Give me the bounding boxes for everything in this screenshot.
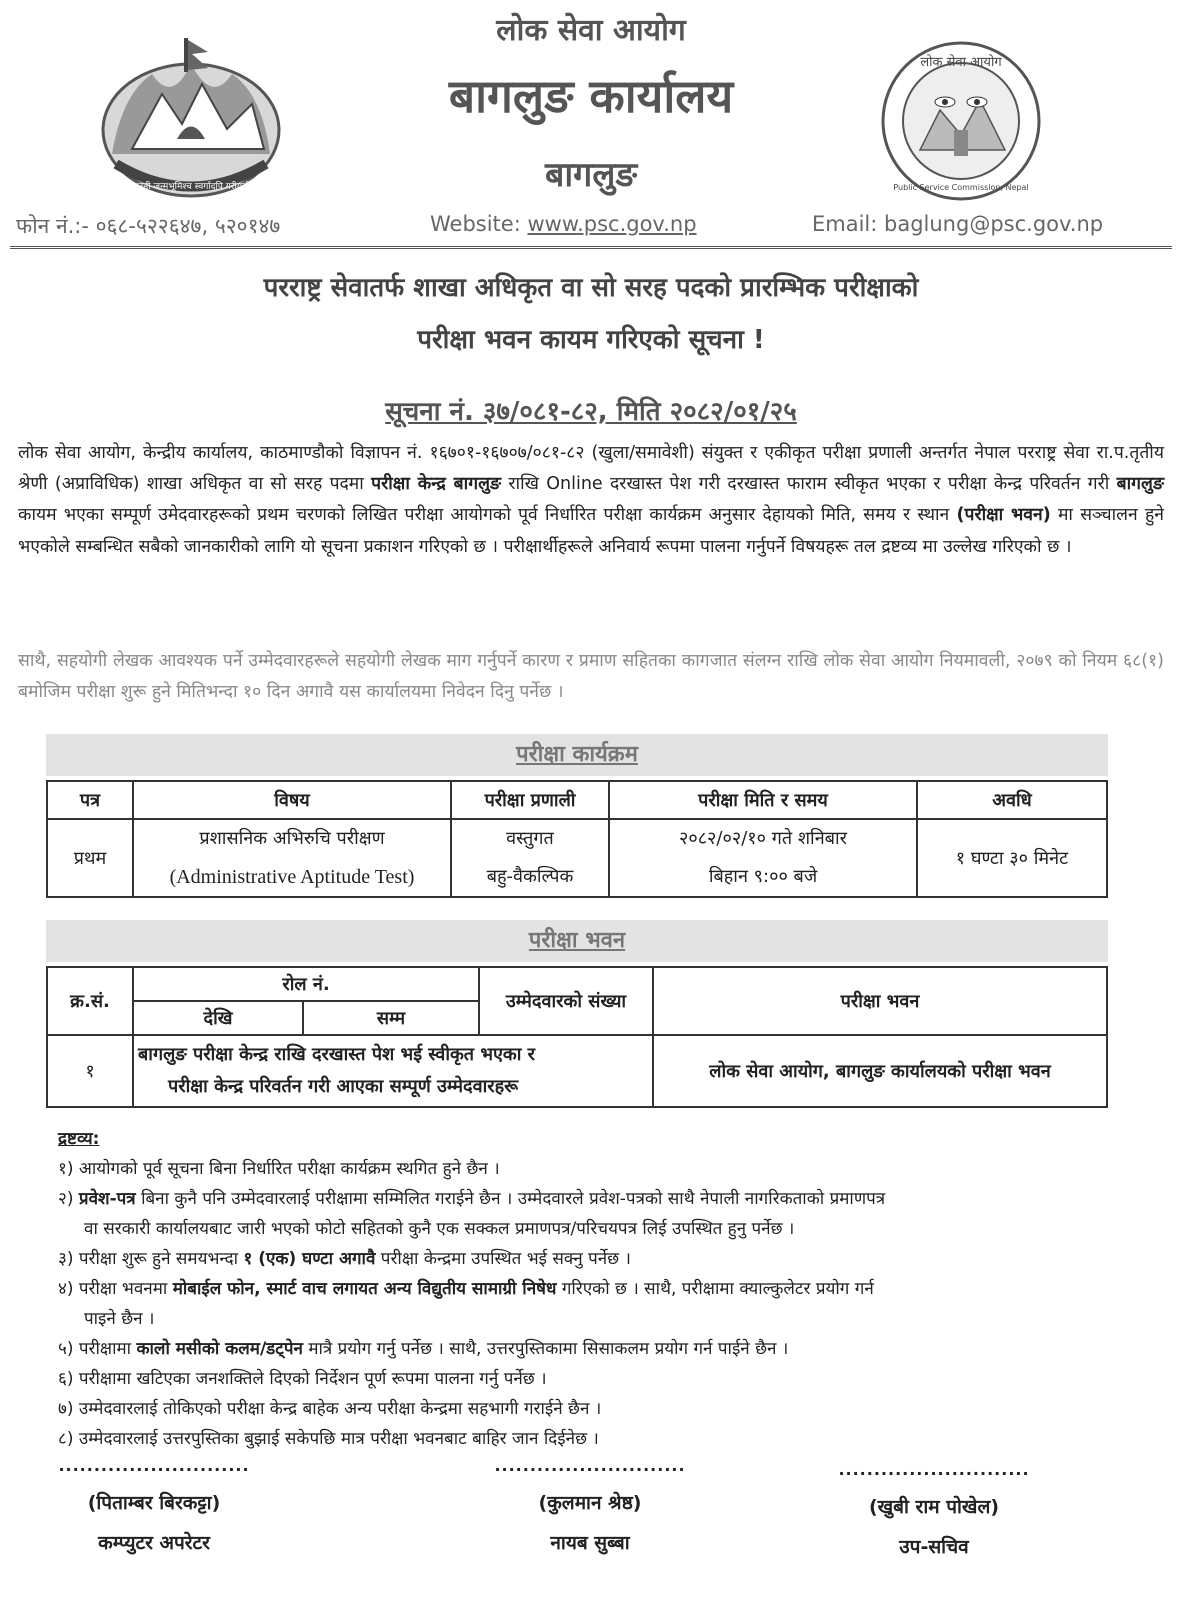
note-2-num: २) bbox=[58, 1189, 79, 1209]
intro-text-2: राखि Online दरखास्त पेश गरी दरखास्त फाराम स्वीकृत भएका र परीक्षा केन्द्र परिवर्तन गरी bbox=[501, 474, 1117, 495]
signature-1-name: (पिताम्बर बिरकट्टा) bbox=[87, 1492, 221, 1514]
intro-bold-building: (परीक्षा भवन) bbox=[956, 505, 1051, 526]
venue-candidates bbox=[133, 1035, 653, 1107]
col-roll-to: सम्म bbox=[303, 1001, 479, 1035]
signature-2-name: (कुलमान श्रेष्ठ) bbox=[538, 1492, 642, 1514]
candidates-line1: बागलुङ परीक्षा केन्द्र राखि दरखास्त पेश भई स्वीकृत भएका र bbox=[138, 1044, 536, 1065]
header-divider bbox=[10, 246, 1172, 249]
schedule-row bbox=[47, 819, 1107, 897]
col-roll-from: देखि bbox=[133, 1001, 303, 1035]
writer-paragraph: साथै, सहयोगी लेखक आवश्यक पर्ने उम्मेदवारहरूले सहयोगी लेखक माग गर्नुपर्ने कारण र प्रमाण सहितका कागजात संलग्न राखि लोक सेवा आयोग नियमावली, २०७९ को नियम ६८(१) बमोजिम परीक्षा शुरू हुने मितिभन्दा १० दिन अगावै यस कार्यालयमा निवेदन दिनु पर्नेछ । bbox=[18, 651, 1164, 703]
schedule-table bbox=[46, 780, 1108, 898]
signature-1 bbox=[4, 1456, 304, 1555]
note-2 bbox=[58, 1184, 1168, 1214]
email-line: Email: baglung@psc.gov.np bbox=[812, 212, 1104, 236]
schedule-header-row bbox=[47, 781, 1107, 819]
signature-3-title: उप-सचिव bbox=[899, 1536, 969, 1558]
system-line1: वस्तुगत bbox=[506, 828, 554, 849]
schedule-banner bbox=[46, 734, 1108, 776]
note-4-bold: मोबाईल फोन, स्मार्ट वाच लगायत अन्य विद्युतीय सामाग्री निषेध bbox=[172, 1279, 557, 1299]
venue-sn: १ bbox=[47, 1035, 133, 1107]
datetime-value bbox=[609, 819, 917, 897]
col-building: परीक्षा भवन bbox=[653, 967, 1107, 1035]
note-5-text: ५) परीक्षामा bbox=[58, 1339, 137, 1359]
signature-2-title: नायब सुब्बा bbox=[550, 1532, 630, 1554]
col-count: उम्मेदवारको संख्या bbox=[479, 967, 653, 1035]
system-line2: बहु-वैकल्पिक bbox=[486, 866, 574, 887]
seal-text-np: लोक सेवा आयोग bbox=[920, 55, 1002, 70]
signature-1-title: कम्प्युटर अपरेटर bbox=[98, 1532, 210, 1554]
seal-text-en: Public Service Commission, Nepal bbox=[893, 183, 1029, 192]
note-4 bbox=[58, 1274, 1168, 1304]
header-office: बागलुङ कार्यालय bbox=[448, 69, 734, 123]
notice-title-line2: परीक्षा भवन कायम गरिएको सूचना ! bbox=[417, 325, 765, 355]
signature-2 bbox=[440, 1456, 740, 1555]
note-7: ७) उम्मेदवारलाई तोकिएको परीक्षा केन्द्र बाहेक अन्य परीक्षा केन्द्रमा सहभागी गराईने छैन । bbox=[58, 1399, 602, 1419]
signature-1-line: ........................... bbox=[58, 1456, 250, 1475]
note-5-tail: मात्रै प्रयोग गर्नु पर्नेछ । साथै, उत्तरपुस्तिकामा सिसाकलम प्रयोग गर्न पाईने छैन । bbox=[302, 1339, 789, 1359]
note-1: १) आयोगको पूर्व सूचना बिना निर्धारित परीक्षा कार्यक्रम स्थगित हुने छैन । bbox=[58, 1159, 500, 1179]
notes-title: द्रष्टव्य: bbox=[58, 1129, 100, 1149]
subject-value bbox=[133, 819, 451, 897]
intro-text-3: कायम भएका सम्पूर्ण उमेदवारहरूको प्रथम चरणको लिखित परीक्षा आयोगको पूर्व निर्धारित परीक्षा कार्यक्रम अनुसार देहायको मिति, समय र स्थान bbox=[18, 505, 957, 526]
note-2-bold: प्रवेश-पत्र bbox=[78, 1189, 136, 1209]
duration-value: १ घण्टा ३० मिनेट bbox=[917, 819, 1107, 897]
intro-bold-center: परीक्षा केन्द्र बागलुङ bbox=[371, 474, 502, 495]
note-2-cont: वा सरकारी कार्यालयबाट जारी भएको फोटो सहितको कुनै एक सक्कल प्रमाणपत्र/परिचयपत्र लिई उपस्थित हुनु पर्नेछ । bbox=[84, 1219, 795, 1239]
col-duration: अवधि bbox=[917, 781, 1107, 819]
candidates-line2: परीक्षा केन्द्र परिवर्तन गरी आएका सम्पूर्ण उम्मेदवारहरू bbox=[168, 1076, 519, 1097]
note-4-cont: पाइने छैन । bbox=[84, 1309, 155, 1329]
venue-row bbox=[47, 1035, 1107, 1107]
subject-np: प्रशासनिक अभिरुचि परीक्षण bbox=[199, 828, 385, 849]
note-4-text: ४) परीक्षा भवनमा bbox=[58, 1279, 173, 1299]
col-roll: रोल नं. bbox=[133, 967, 479, 1001]
website-link[interactable]: www.psc.gov.np bbox=[527, 212, 697, 236]
emblem-motto: जननी जन्मभूमिश्च स्वर्गादपि गरीयसी bbox=[131, 182, 251, 192]
header-location: बागलुङ bbox=[544, 155, 638, 195]
notice-number: सूचना नं. ३७/०८१-८२, मिति २०८२/०१/२५ bbox=[385, 397, 797, 427]
notice-title-line1: परराष्ट्र सेवातर्फ शाखा अधिकृत वा सो सरह पदको प्रारम्भिक परीक्षाको bbox=[263, 273, 919, 303]
paper-value: प्रथम bbox=[47, 819, 133, 897]
note-3-tail: परीक्षा केन्द्रमा उपस्थित भई सक्नु पर्नेछ । bbox=[375, 1249, 631, 1269]
venue-building: लोक सेवा आयोग, बागलुङ कार्यालयको परीक्षा भवन bbox=[653, 1035, 1107, 1107]
note-5-bold: कालो मसीको कलम/डट्पेन bbox=[136, 1339, 303, 1359]
schedule-banner-title: परीक्षा कार्यक्रम bbox=[516, 742, 638, 767]
intro-paragraph bbox=[18, 438, 1164, 563]
note-2-text: बिना कुनै पनि उम्मेदवारलाई परीक्षामा सम्मिलित गराईने छैन । उम्मेदवारले प्रवेश-पत्रको साथै नेपाली नागरिकताको प्रमाणपत्र bbox=[135, 1189, 886, 1209]
col-paper: पत्र bbox=[47, 781, 133, 819]
col-subject: विषय bbox=[133, 781, 451, 819]
website-line bbox=[430, 212, 697, 236]
note-5 bbox=[58, 1334, 1168, 1364]
subject-en: (Administrative Aptitude Test) bbox=[169, 866, 415, 888]
exam-date: २०८२/०२/१० गते शनिबार bbox=[678, 828, 848, 849]
note-3-text: ३) परीक्षा शुरू हुने समयभन्दा bbox=[58, 1249, 244, 1269]
notes-section bbox=[58, 1124, 1168, 1454]
note-3-bold: १ (एक) घण्टा अगावै bbox=[243, 1249, 376, 1269]
venue-banner-title: परीक्षा भवन bbox=[528, 928, 626, 953]
intro-text-1: लोक सेवा आयोग, केन्द्रीय कार्यालय, काठमाण्डौको विज्ञापन नं. १६७०१-१६७०७/०८१-८२ (खुला/समावेशी) संयुक्त र एकीकृत परीक्षा प्रणाली अन्तर्गत नेपाल परराष्ट्र सेवा रा.प.तृतीय श्रेणी (अप्राविधिक) शाखा अधिकृत वा सो सरह पदमा bbox=[18, 443, 1164, 495]
signature-3-name: (खुबी राम पोखेल) bbox=[868, 1496, 1000, 1518]
phone-numbers: फोन नं.:- ०६८-५२२६४७, ५२०१४७ bbox=[16, 214, 281, 238]
note-8: ८) उम्मेदवारलाई उत्तरपुस्तिका बुझाई सकेपछि मात्र परीक्षा भवनबाट बाहिर जान दिईनेछ । bbox=[58, 1429, 599, 1449]
note-6: ६) परीक्षामा खटिएका जनशक्तिले दिएको निर्देशन पूर्ण रूपमा पालना गर्नु पर्नेछ । bbox=[58, 1369, 547, 1389]
venue-header-row-1 bbox=[47, 967, 1107, 1001]
venue-banner bbox=[46, 920, 1108, 962]
note-3 bbox=[58, 1244, 1168, 1274]
note-4-tail: गरिएको छ । साथै, परीक्षामा क्याल्कुलेटर प्रयोग गर्न bbox=[556, 1279, 874, 1299]
website-label: Website: bbox=[430, 212, 521, 236]
intro-bold-baglung: बागलुङ bbox=[1116, 474, 1164, 495]
col-datetime: परीक्षा मिति र समय bbox=[609, 781, 917, 819]
venue-table bbox=[46, 966, 1108, 1108]
intro-text-4: मा सञ्चालन हुने भएकोले सम्बन्धित सबैको जानकारीको लागि यो सूचना प्रकाशन गरिएको छ । परीक्षार्थीहरूले अनिवार्य रूपमा पालना गर्नुपर्ने विषयहरू तल द्रष्टव्य मा उल्लेख गरिएको छ । bbox=[18, 505, 1165, 557]
header-org: लोक सेवा आयोग bbox=[496, 13, 686, 48]
signature-2-line: ........................... bbox=[494, 1456, 686, 1475]
system-value bbox=[451, 819, 609, 897]
col-system: परीक्षा प्रणाली bbox=[451, 781, 609, 819]
signature-3-line: ........................... bbox=[838, 1460, 1030, 1479]
exam-time: बिहान ९:०० बजे bbox=[708, 866, 818, 887]
col-sn: क्र.सं. bbox=[47, 967, 133, 1035]
signature-3 bbox=[784, 1460, 1084, 1559]
